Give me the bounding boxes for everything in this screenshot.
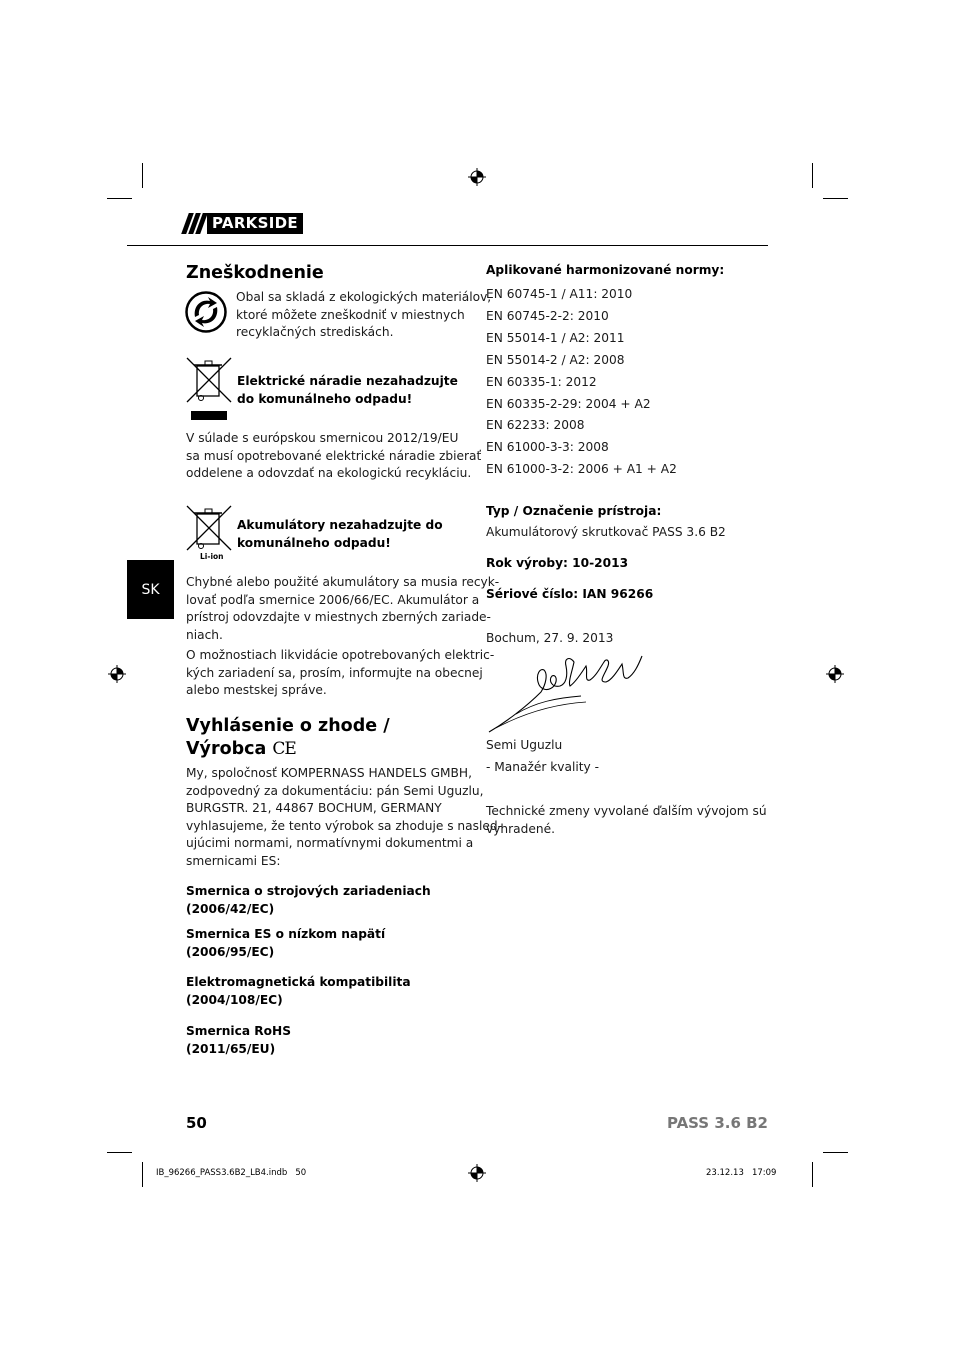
info-text: O možnostiach likvidácie opotrebovaných elektric- kých zariadení sa, prosím, informujte na obecnej alebo mestskej správe.: [186, 648, 495, 698]
crop-mark: [823, 1152, 848, 1153]
directive-rohs: Smernica RoHS (2011/65/EU): [186, 1024, 292, 1056]
file-info: IB_96266_PASS3.6B2_LB4.indb 50: [156, 1168, 307, 1178]
language-tab: SK: [127, 560, 174, 619]
recycle-icon: [185, 291, 227, 333]
logo-slashes-icon: [185, 213, 204, 234]
signer-role: - Manažér kvality -: [486, 760, 600, 774]
signature-image: [486, 652, 651, 734]
page-number: 50: [186, 1114, 207, 1132]
directive-text: V súlade s európskou smernicou 2012/19/EU sa musí opotrebované elektrické náradie zbierať oddelene a odovzdať na ekologickú recykláciu.: [186, 431, 482, 481]
crop-mark: [812, 1162, 813, 1187]
brand-name: PARKSIDE: [207, 213, 303, 234]
crop-mark: [107, 198, 132, 199]
manufacturer-heading: Výrobca CE: [186, 739, 296, 759]
battery-text: Chybné alebo použité akumulátory sa musia recyk- lovať podľa smernice 2006/66/EC. Akumulátor a prístroj odovzdajte v miestnych zberných zariade- niach.: [186, 575, 500, 642]
year-of-manufacture: Rok výroby: 10-2013: [486, 556, 629, 570]
header-rule: [127, 245, 768, 246]
disposal-heading: Zneškodnenie: [186, 263, 324, 283]
ce-mark-icon: CE: [272, 739, 296, 759]
registration-mark-icon: [108, 665, 126, 683]
directive-low-voltage: Smernica ES o nízkom napätí (2006/95/EC): [186, 927, 386, 959]
crop-mark: [823, 198, 848, 199]
technical-note: Technické zmeny vyvolané ďalším vývojom sú vyhradené.: [486, 804, 767, 836]
li-ion-label: Li-ion: [200, 552, 224, 561]
directive-emc: Elektromagnetická kompatibilita (2004/108/EC): [186, 975, 411, 1007]
crop-mark: [142, 163, 143, 188]
type-value: Akumulátorový skrutkovač PASS 3.6 B2: [486, 525, 726, 539]
type-heading: Typ / Označenie prístroja:: [486, 504, 662, 518]
crop-mark: [812, 163, 813, 188]
directive-machinery: Smernica o strojových zariadeniach (2006/42/EC): [186, 884, 431, 916]
registration-mark-icon: [468, 1164, 486, 1182]
print-datetime: 23.12.13 17:09: [706, 1168, 777, 1178]
registration-mark-icon: [468, 168, 486, 186]
serial-number: Sériové číslo: IAN 96266: [486, 587, 654, 601]
crop-mark: [107, 1152, 132, 1153]
place-date: Bochum, 27. 9. 2013: [486, 631, 614, 645]
signer-name: Semi Uguzlu: [486, 738, 563, 752]
conformity-heading: Vyhlásenie o zhode /: [186, 716, 390, 736]
recycle-text: Obal sa skladá z ekologických materiálov, ktoré môžete zneškodniť v miestnych recyklačných strediskách.: [236, 290, 492, 340]
weee-warning: Elektrické náradie nezahadzujte do komunálneho odpadu!: [237, 374, 458, 406]
standards-heading: Aplikované harmonizované normy:: [486, 263, 725, 277]
battery-warning: Akumulátory nezahadzujte do komunálneho odpadu!: [237, 518, 443, 550]
registration-mark-icon: [826, 665, 844, 683]
crossed-bin-icon: [185, 356, 233, 424]
standards-list: EN 60745-1 / A11: 2010 EN 60745-2-2: 2010 EN 55014-1 / A2: 2011 EN 55014-2 / A2: 2008 EN 60335-1: 2012 EN 60335-2-29: 2004 + A2 EN 62233: 2008 EN 61000-3-3: 2008 EN 61000-3-2: 2006 + A1 + A2: [486, 287, 677, 477]
battery-bin-icon: [185, 504, 233, 562]
model-name: PASS 3.6 B2: [666, 1114, 768, 1132]
conformity-text: My, spoločnosť KOMPERNASS HANDELS GMBH, zodpovedný za dokumentáciu: pán Semi Uguzlu, BURGSTR. 21, 44867 BOCHUM, GERMANY vyhlasujeme, že tento výrobok sa zhoduje s nasled- ujúcimi normami, normatívnymi dokumentmi a smernicami ES:: [186, 766, 502, 868]
brand-logo: [185, 213, 303, 234]
crop-mark: [142, 1162, 143, 1187]
